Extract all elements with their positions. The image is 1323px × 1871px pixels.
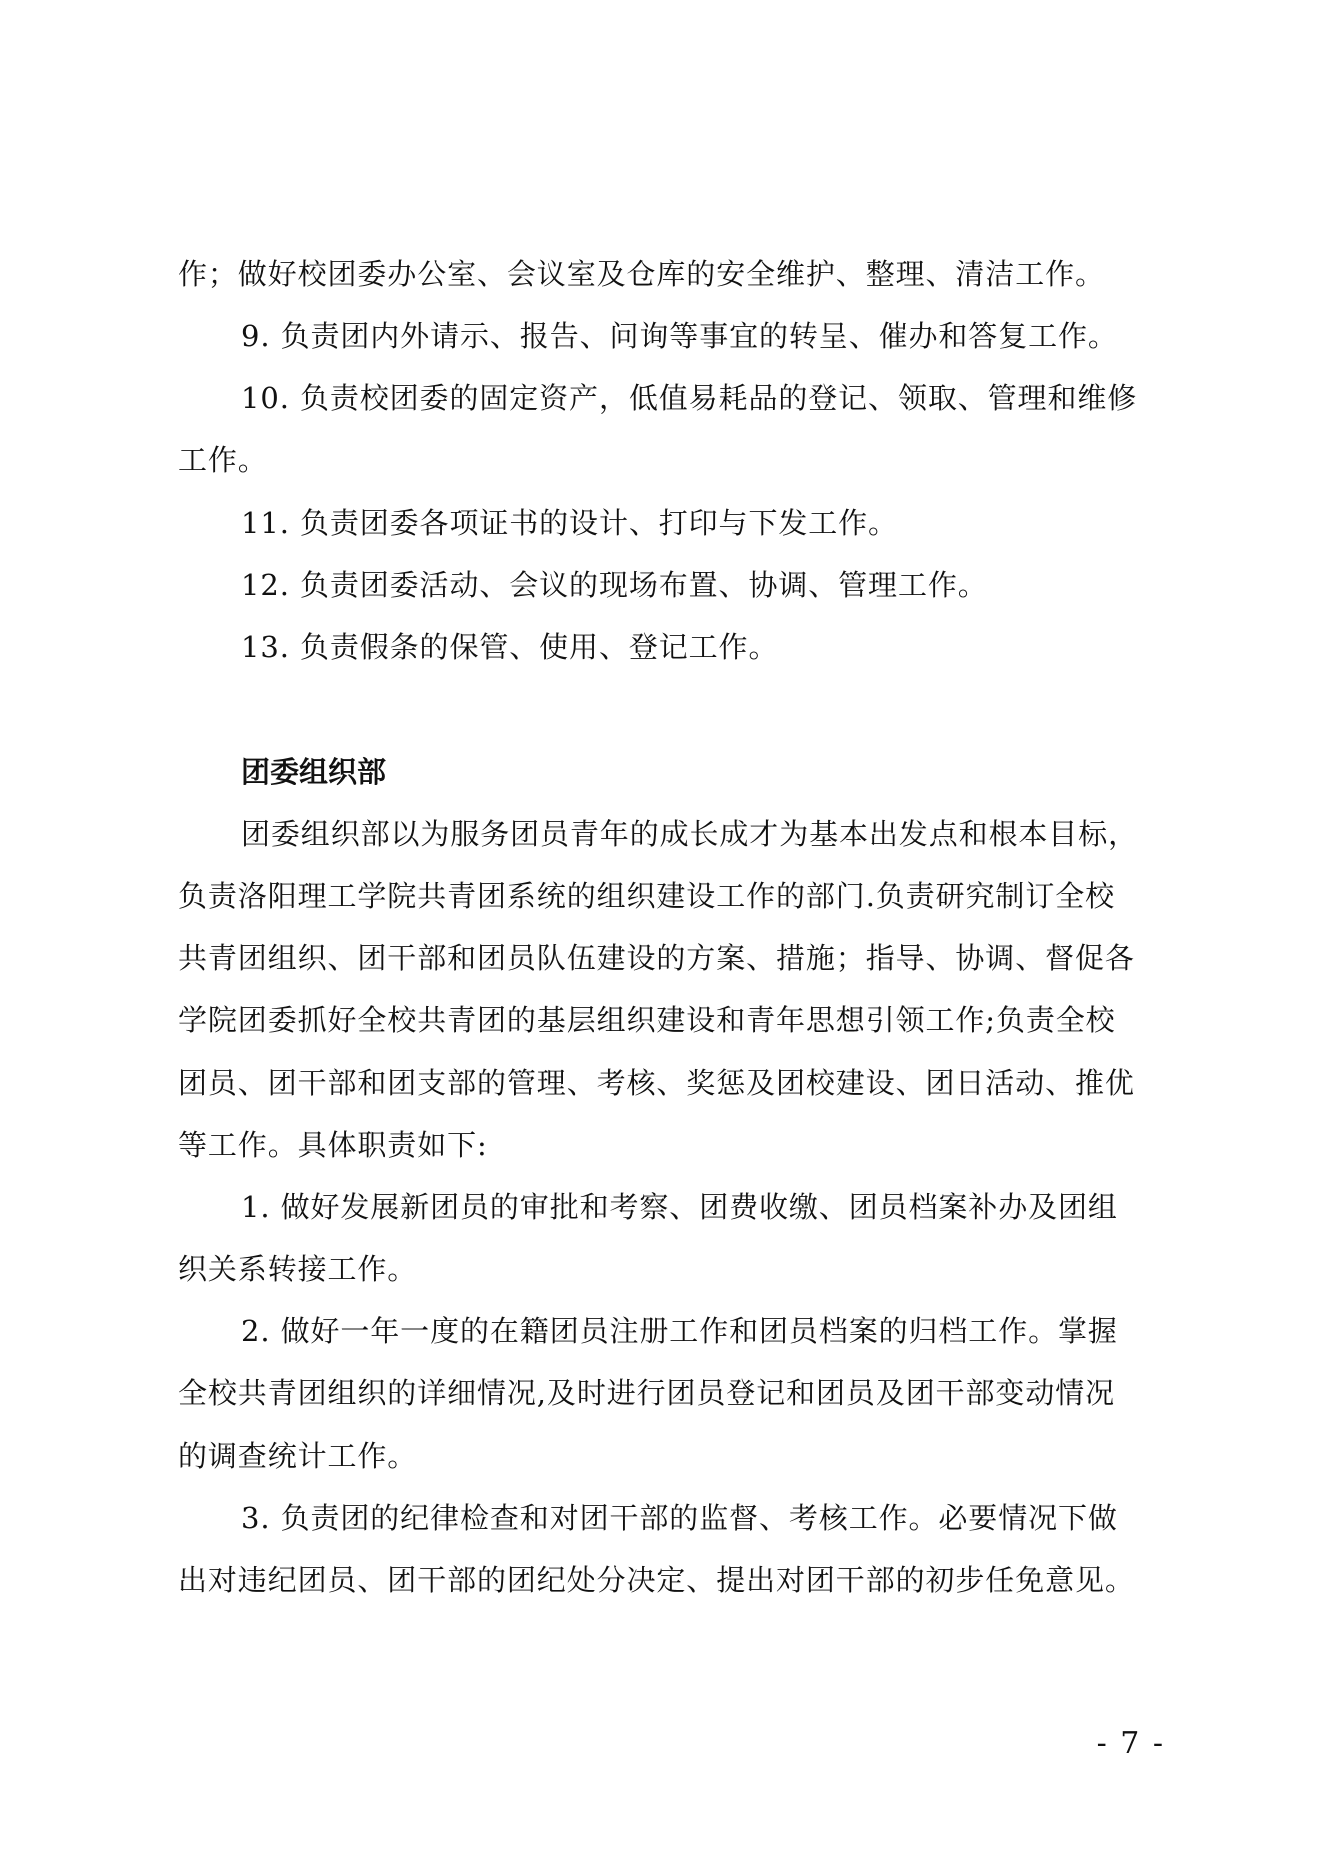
paragraph-line: 出对违纪团员、团干部的团纪处分决定、提出对团干部的初步任免意见。 (178, 1563, 1135, 1597)
list-item: 11. 负责团委各项证书的设计、打印与下发工作。 (241, 506, 898, 540)
list-item: 3. 负责团的纪律检查和对团干部的监督、考核工作。必要情况下做 (241, 1501, 1118, 1535)
paragraph-line: 团员、团干部和团支部的管理、考核、奖惩及团校建设、团日活动、推优 (178, 1066, 1135, 1100)
list-item: 1. 做好发展新团员的审批和考察、团费收缴、团员档案补办及团组 (241, 1190, 1118, 1224)
paragraph-line: 等工作。具体职责如下: (178, 1128, 488, 1162)
paragraph-line: 学院团委抓好全校共青团的基层组织建设和青年思想引领工作;负责全校 (178, 1003, 1116, 1037)
page-number: - 7 - (1096, 1726, 1165, 1761)
section-heading: 团委组织部 (241, 755, 387, 789)
paragraph-line: 的调查统计工作。 (178, 1439, 418, 1473)
body-line: 作；做好校团委办公室、会议室及仓库的安全维护、整理、清洁工作。 (178, 257, 1105, 291)
paragraph-line: 全校共青团组织的详细情况,及时进行团员登记和团员及团干部变动情况 (178, 1376, 1116, 1410)
list-item: 12. 负责团委活动、会议的现场布置、协调、管理工作。 (241, 568, 988, 602)
list-item: 9. 负责团内外请示、报告、问询等事宜的转呈、催办和答复工作。 (241, 319, 1118, 353)
paragraph-line: 负责洛阳理工学院共青团系统的组织建设工作的部门.负责研究制订全校 (178, 879, 1116, 913)
list-item: 13. 负责假条的保管、使用、登记工作。 (241, 630, 779, 664)
paragraph-line: 团委组织部以为服务团员青年的成长成才为基本出发点和根本目标， (241, 817, 1139, 851)
paragraph-line: 织关系转接工作。 (178, 1252, 418, 1286)
list-item: 10. 负责校团委的固定资产，低值易耗品的登记、领取、管理和维修 (241, 381, 1138, 415)
body-line: 工作。 (178, 443, 268, 477)
paragraph-line: 共青团组织、团干部和团员队伍建设的方案、措施；指导、协调、督促各 (178, 941, 1135, 975)
list-item: 2. 做好一年一度的在籍团员注册工作和团员档案的归档工作。掌握 (241, 1314, 1118, 1348)
